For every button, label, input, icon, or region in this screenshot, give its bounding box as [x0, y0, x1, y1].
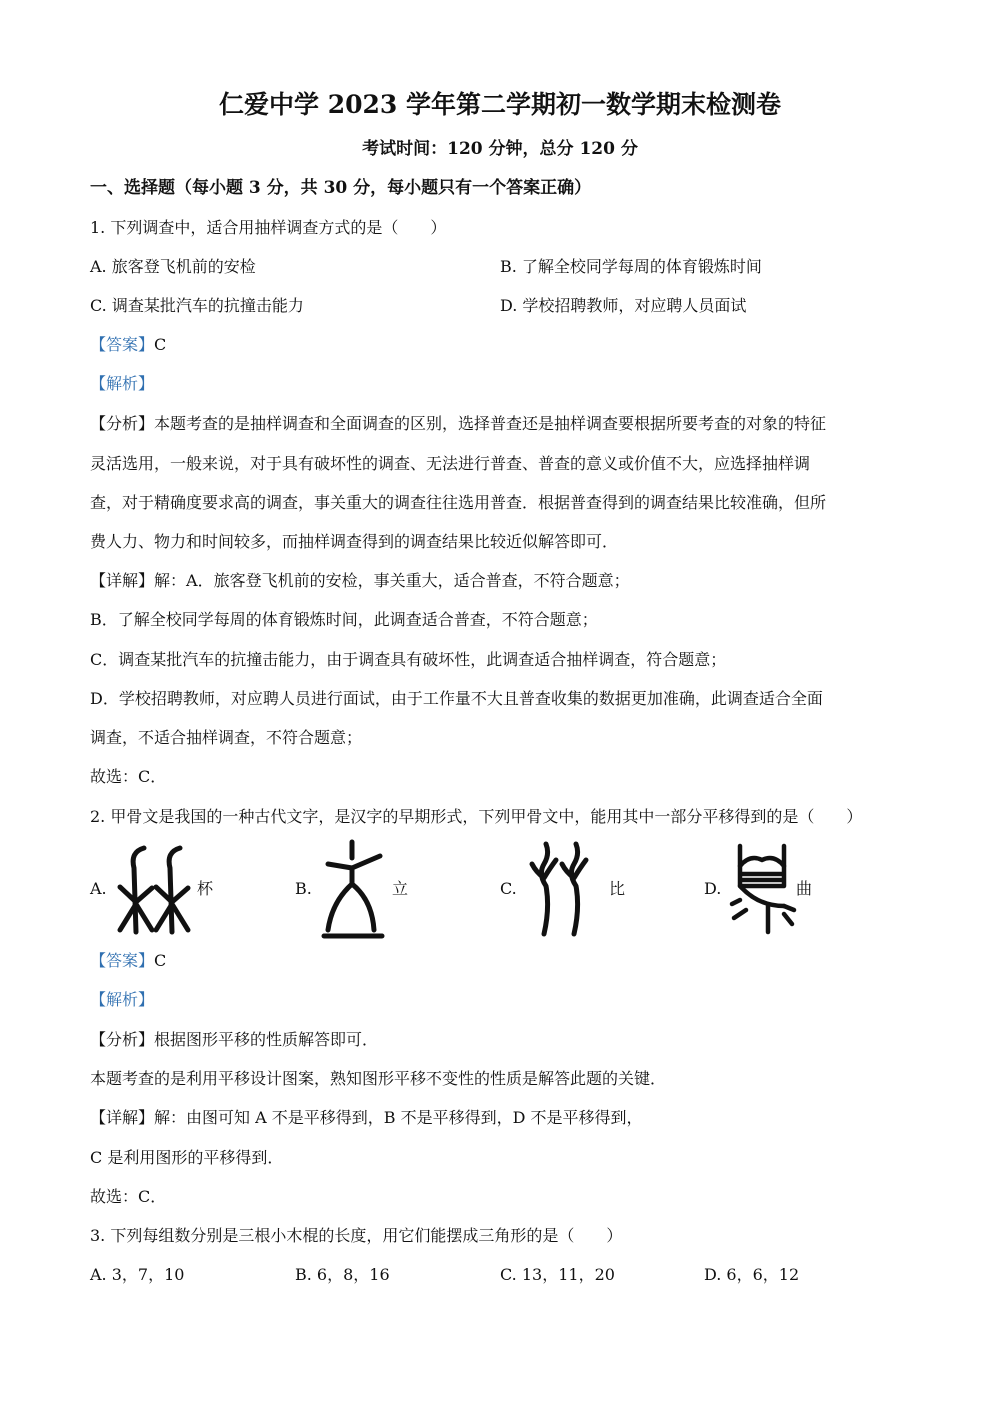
question-1-option-a: A. 旅客登飞机前的安检 [90, 257, 256, 276]
question-1-xiangjie-line-2: B．了解全校同学每周的体育锻炼时间，此调查适合普查，不符合题意； [90, 610, 598, 629]
xiangjie-text: 解：A．旅客登飞机前的安检，事关重大，适合普查，不符合题意； [154, 571, 630, 590]
question-1-xiangjie-line-1 [90, 571, 630, 591]
exam-info: 考试时间：120 分钟，总分 120 分 [362, 139, 638, 159]
question-1-xiangjie-line-4: D．学校招聘教师，对应聘人员进行面试，由于工作量不大且普查收集的数据更加准确，此调查适合全面 [90, 689, 823, 708]
xiangjie-tag: 【详解】 [90, 1108, 155, 1127]
question-1-xiangjie-line-5: 调查，不适合抽样调查，不符合题意； [90, 728, 363, 747]
page-title: 仁爱中学 2023 学年第二学期初一数学期末检测卷 [219, 90, 781, 119]
fenxi-tag: 【分析】 [90, 414, 155, 433]
answer-tag: 【答案】 [90, 951, 155, 970]
question-2-option-a-char: 杯 [197, 879, 214, 898]
question-1-xiangjie-line-3: C．调查某批汽车的抗撞击能力，由于调查具有破坏性，此调查适合抽样调查，符合题意； [90, 650, 727, 669]
question-2-option-c-char: 比 [609, 879, 626, 898]
question-2-stem: 2. 甲骨文是我国的一种古代文字，是汉字的早期形式，下列甲骨文中，能用其中一部分平移得到的是（ ） [90, 807, 863, 826]
fenxi-text: 根据图形平移的性质解答即可． [154, 1030, 379, 1049]
xiangjie-tag: 【详解】 [90, 571, 155, 590]
xiangjie-text: 解：由图可知 A 不是平移得到，B 不是平移得到，D 不是平移得到， [154, 1108, 643, 1127]
oracle-bei-icon [112, 842, 202, 936]
question-2-xiangjie-line-1 [90, 1108, 643, 1128]
question-1-fenxi-line-2: 灵活选用，一般来说，对于具有破坏性的调查、无法进行普查、普查的意义或价值不大，应选择抽样调 [90, 454, 811, 473]
answer-value: C [154, 951, 167, 970]
question-1-option-b: B. 了解全校同学每周的体育锻炼时间 [500, 257, 762, 276]
fenxi-tag: 【分析】 [90, 1030, 155, 1049]
question-1-fenxi-line-4: 费人力、物力和时间较多，而抽样调查得到的调查结果比较近似解答即可． [90, 532, 619, 551]
question-3-option-d: D. 6，6，12 [704, 1265, 800, 1284]
question-1-stem: 1. 下列调查中，适合用抽样调查方式的是（ ） [90, 218, 447, 237]
question-1-fenxi-line-3: 查，对于精确度要求高的调查，事关重大的调查往往选用普查．根据普查得到的调查结果比较准确，但所 [90, 493, 827, 512]
answer-value: C [154, 335, 167, 354]
question-2-xiangjie-line-2: C 是利用图形的平移得到． [90, 1148, 284, 1167]
question-2-option-b-char: 立 [392, 879, 409, 898]
question-2-option-d-label: D. [704, 879, 722, 898]
question-3-option-a: A. 3，7，10 [90, 1265, 185, 1284]
question-2-fenxi-line-2: 本题考查的是利用平移设计图案，熟知图形平移不变性的性质是解答此题的关键． [90, 1069, 667, 1088]
oracle-qu-icon [728, 840, 798, 938]
question-2-option-b-label: B. [295, 879, 312, 898]
question-3-option-c: C. 13，11，20 [500, 1265, 615, 1284]
analysis-tag: 【解析】 [90, 374, 155, 393]
question-1-option-c: C. 调查某批汽车的抗撞击能力 [90, 296, 304, 315]
question-1-conclusion: 故选：C． [90, 767, 167, 786]
analysis-tag: 【解析】 [90, 990, 155, 1009]
question-2-option-a-label: A. [90, 879, 107, 898]
question-1-fenxi-line-1 [90, 414, 826, 434]
question-2-option-d-char: 曲 [796, 879, 813, 898]
question-2-option-c-label: C. [500, 879, 517, 898]
question-2-conclusion: 故选：C． [90, 1187, 167, 1206]
section-heading: 一、选择题（每小题 3 分，共 30 分，每小题只有一个答案正确） [90, 178, 592, 198]
question-3-stem: 3. 下列每组数分别是三根小木棍的长度，用它们能摆成三角形的是（ ） [90, 1226, 623, 1245]
answer-tag: 【答案】 [90, 335, 155, 354]
oracle-li-icon [318, 838, 390, 942]
question-2-answer [90, 951, 166, 971]
fenxi-text: 本题考查的是抽样调查和全面调查的区别，选择普查还是抽样调查要根据所要考查的对象的特征 [154, 414, 827, 433]
question-1-option-d: D. 学校招聘教师，对应聘人员面试 [500, 296, 747, 315]
oracle-bi-icon [524, 838, 604, 942]
question-3-option-b: B. 6，8，16 [295, 1265, 390, 1284]
question-2-fenxi-line-1 [90, 1030, 378, 1050]
question-1-answer [90, 335, 166, 355]
